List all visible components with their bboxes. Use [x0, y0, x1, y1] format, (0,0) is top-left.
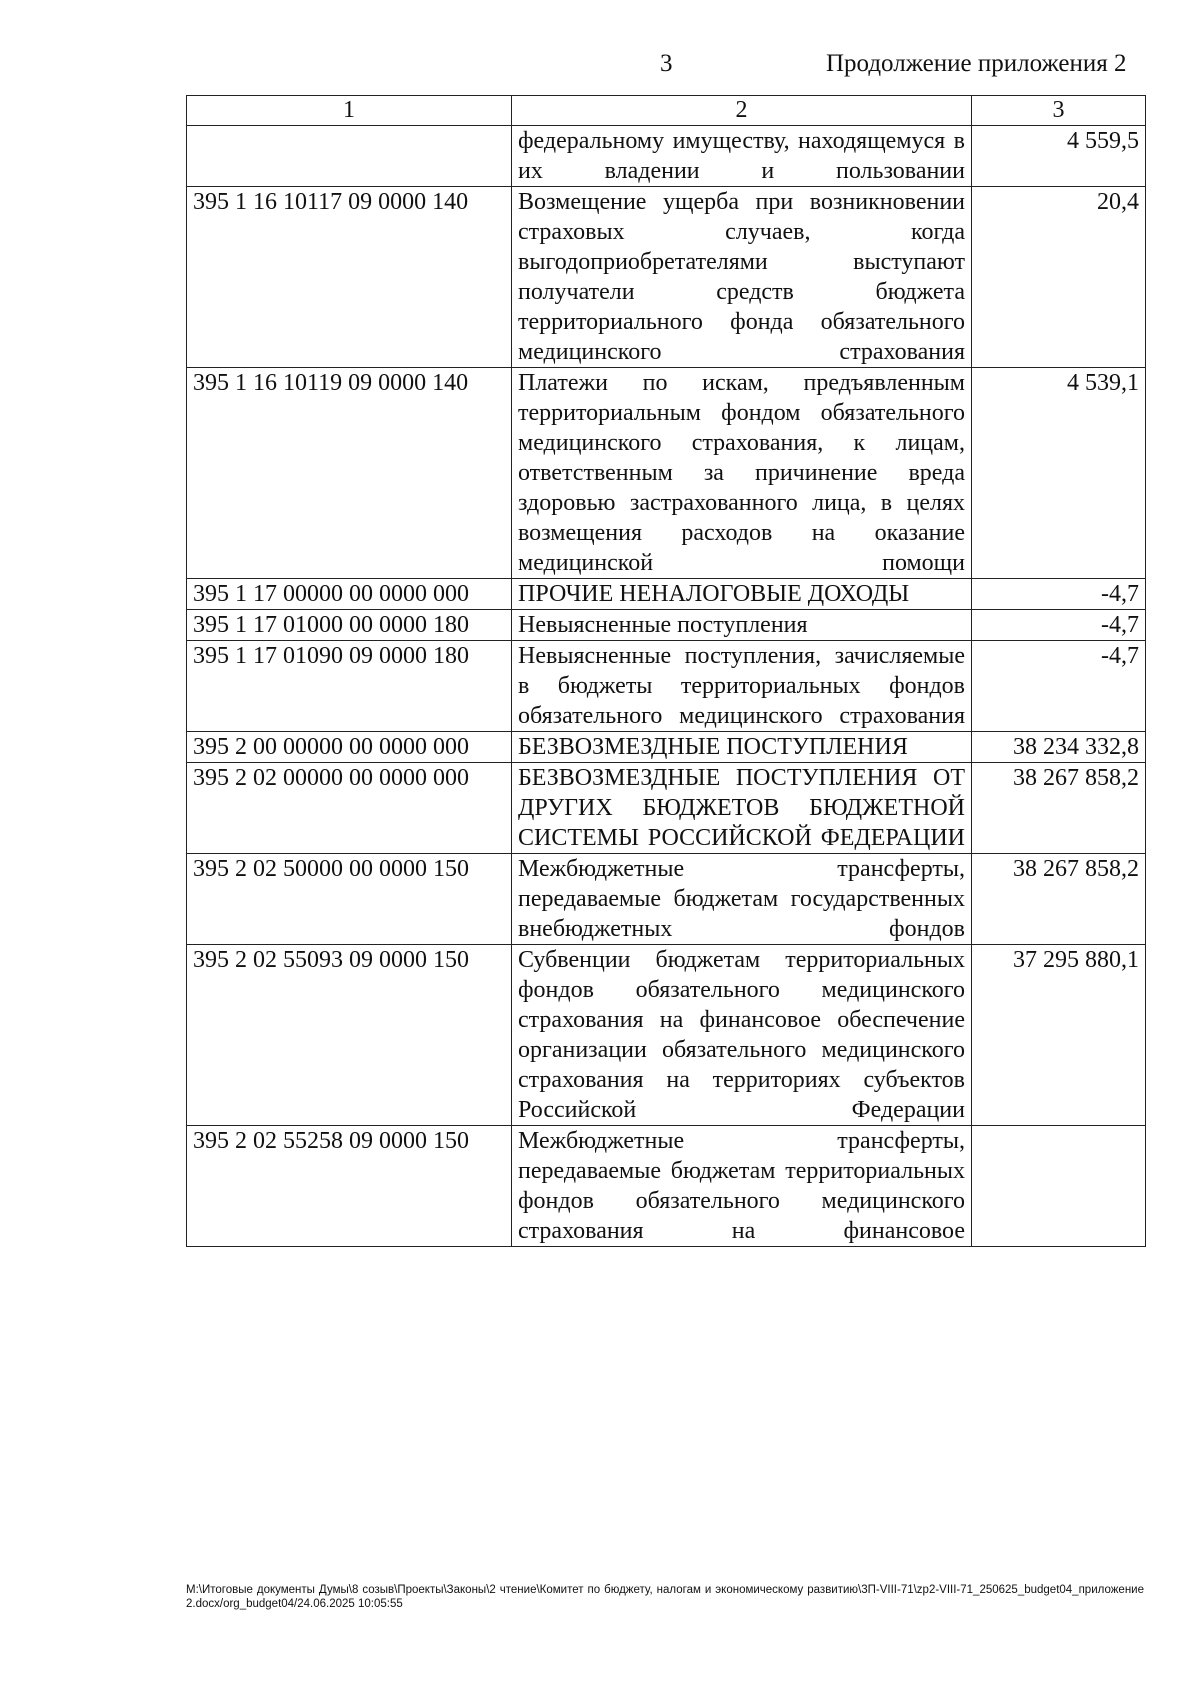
name-cell: БЕЗВОЗМЕЗДНЫЕ ПОСТУПЛЕНИЯ: [512, 732, 972, 763]
amount-cell: 4 559,5: [972, 126, 1146, 187]
amount-cell: 4 539,1: [972, 368, 1146, 579]
code-cell: 395 1 17 00000 00 0000 000: [187, 579, 512, 610]
amount-cell: 38 267 858,2: [972, 763, 1146, 854]
name-cell: ПРОЧИЕ НЕНАЛОГОВЫЕ ДОХОДЫ: [512, 579, 972, 610]
column-header-3: 3: [972, 96, 1146, 126]
code-cell: 395 2 02 50000 00 0000 150: [187, 854, 512, 945]
code-cell: 395 1 16 10117 09 0000 140: [187, 187, 512, 368]
table-row: [187, 1126, 1146, 1247]
name-cell: Возмещение ущерба при возникновении страховых случаев, когда выгодоприобретателями выступают получатели средств бюджета территориального фонда обязательного медицинского страхования: [512, 187, 972, 368]
name-cell: Невыясненные поступления: [512, 610, 972, 641]
budget-table: [186, 95, 1146, 1247]
amount-cell: -4,7: [972, 610, 1146, 641]
code-cell: 395 1 17 01000 00 0000 180: [187, 610, 512, 641]
header-row: [187, 96, 1146, 126]
footer-file-path: M:\Итоговые документы Думы\8 созыв\Проекты\Законы\2 чтение\Комитет по бюджету, налогам и экономическому развитию\3П-VIII-71\zp2-VIII-71_250625_budget04_приложение 2.docx/org_budget04/24.06.2025 10:05:55: [186, 1584, 1144, 1610]
table-row: [187, 641, 1146, 732]
code-cell: 395 2 02 00000 00 0000 000: [187, 763, 512, 854]
table-row: [187, 126, 1146, 187]
code-cell: [187, 126, 512, 187]
table-row: [187, 368, 1146, 579]
table-row: [187, 610, 1146, 641]
code-cell: 395 1 17 01090 09 0000 180: [187, 641, 512, 732]
name-cell: БЕЗВОЗМЕЗДНЫЕ ПОСТУПЛЕНИЯ ОТ ДРУГИХ БЮДЖЕТОВ БЮДЖЕТНОЙ СИСТЕМЫ РОССИЙСКОЙ ФЕДЕРАЦИИ: [512, 763, 972, 854]
table-row: [187, 763, 1146, 854]
table-row: [187, 187, 1146, 368]
amount-cell: -4,7: [972, 579, 1146, 610]
name-cell: Субвенции бюджетам территориальных фондов обязательного медицинского страхования на финансовое обеспечение организации обязательного медицинского страхования на территориях субъектов Российской Федерации: [512, 945, 972, 1126]
name-cell: Межбюджетные трансферты, передаваемые бюджетам территориальных фондов обязательного медицинского страхования на финансовое: [512, 1126, 972, 1247]
code-cell: 395 2 00 00000 00 0000 000: [187, 732, 512, 763]
column-header-1: 1: [187, 96, 512, 126]
name-cell: федеральному имуществу, находящемуся в их владении и пользовании: [512, 126, 972, 187]
table-row: [187, 732, 1146, 763]
name-cell: Межбюджетные трансферты, передаваемые бюджетам государственных внебюджетных фондов: [512, 854, 972, 945]
amount-cell: -4,7: [972, 641, 1146, 732]
table-row: [187, 945, 1146, 1126]
amount-cell: [972, 1126, 1146, 1247]
column-header-2: 2: [512, 96, 972, 126]
name-cell: Невыясненные поступления, зачисляемые в бюджеты территориальных фондов обязательного медицинского страхования: [512, 641, 972, 732]
code-cell: 395 1 16 10119 09 0000 140: [187, 368, 512, 579]
table-row: [187, 854, 1146, 945]
amount-cell: 38 234 332,8: [972, 732, 1146, 763]
continuation-label: Продолжение приложения 2: [826, 50, 1127, 77]
code-cell: 395 2 02 55258 09 0000 150: [187, 1126, 512, 1247]
amount-cell: 38 267 858,2: [972, 854, 1146, 945]
amount-cell: 37 295 880,1: [972, 945, 1146, 1126]
table-row: [187, 579, 1146, 610]
page-number: 3: [660, 50, 673, 77]
name-cell: Платежи по искам, предъявленным территориальным фондом обязательного медицинского страхования, к лицам, ответственным за причинение вреда здоровью застрахованного лица, в целях возмещения расходов на оказание медицинской помощи: [512, 368, 972, 579]
code-cell: 395 2 02 55093 09 0000 150: [187, 945, 512, 1126]
amount-cell: 20,4: [972, 187, 1146, 368]
